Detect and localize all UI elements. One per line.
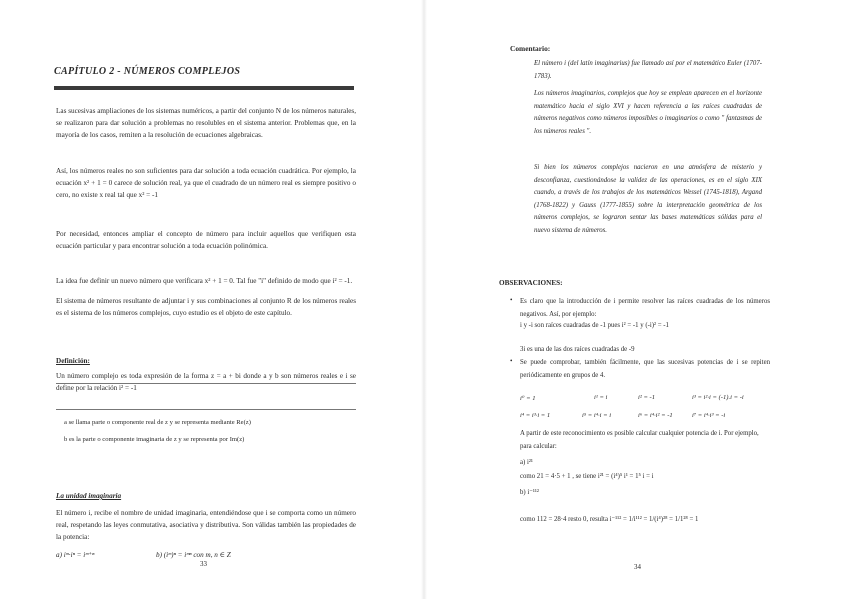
definition-line — [56, 383, 356, 384]
intro-paragraph: Las sucesivas ampliaciones de los sistemas numéricos, a partir del conjunto N de los números naturales, se realizaron para dar solución a problemas no resolubles en el sistema anterior. Problemas que, en la mayoría de los casos, remiten a la resolución de ecuaciones algebraicas. — [56, 107, 356, 139]
right-page — [424, 0, 848, 599]
formula-a: a) iᵐ·iⁿ = iᵐ⁺ⁿ — [56, 551, 95, 559]
observation-1: Es claro que la introducción de i permite resolver las raíces cuadradas de los números negativos. Así, por ejemplo: — [520, 298, 770, 318]
observation-1-example-2: 3i es una de las dos raíces cuadradas de -9 — [520, 346, 635, 353]
page-number-right: 34 — [634, 563, 641, 571]
example-b-solution: como 112 = 28·4 resto 0, resulta i⁻¹¹² = 1/i¹¹² = 1/(i⁴)²⁸ = 1/1²⁸ = 1 — [520, 516, 699, 523]
title-rule — [54, 86, 354, 90]
paragraph-system: El sistema de números resultante de adjuntar i y sus combinaciones al conjunto R de los números reales es el sistema de los números complejos, cuyo estudio es el objeto de este capítulo. — [56, 297, 356, 317]
observations-heading: OBSERVACIONES: — [499, 279, 563, 287]
power-0: i⁰ = 1 — [520, 395, 536, 402]
bullet-real-part: a se llama parte o componente real de z y se representa mediante Re(z) — [64, 419, 251, 426]
definition-heading: Definición: — [56, 357, 90, 365]
power-3: i³ = i²·i = (-1).i = -i — [692, 394, 744, 401]
bullet-imaginary-part: b es la parte o componente imaginaria de z y se representa por Im(z) — [64, 436, 245, 443]
paragraph-idea: La idea fue definir un nuevo número que verificara x² + 1 = 0. Tal fue "i" definido de modo que i² = -1. — [56, 277, 353, 285]
comment-heading: Comentario: — [510, 44, 551, 53]
comment-euler: El número i (del latín imaginarius) fue llamado así por el matemático Euler (1707-1783). — [534, 60, 762, 80]
paragraph-necessity: Por necesidad, entonces ampliar el concepto de número para incluir aquellos que verifiquen esta ecuación particular y para encontrar solución a toda ecuación polinómica. — [56, 230, 356, 250]
definition-box-line — [56, 409, 356, 410]
power-4: i⁴ = i³·i = 1 — [520, 412, 551, 419]
example-a-solution: como 21 = 4·5 + 1 , se tiene i²¹ = (i⁴)⁵ i¹ = 1⁵ i = i — [520, 473, 654, 480]
example-b: b) i⁻¹¹² — [520, 489, 539, 496]
bullet-icon: • — [510, 357, 513, 365]
power-6: i⁶ = i⁴·i² = -1 — [638, 412, 673, 419]
power-2: i² = -1 — [638, 394, 656, 401]
chapter-title: CAPÍTULO 2 - NÚMEROS COMPLEJOS — [54, 66, 241, 77]
observation-3: A partir de este reconocimiento es posible calcular cualquier potencia de i. Por ejemplo, para calcular: — [520, 430, 759, 450]
power-1: i¹ = i — [594, 394, 608, 401]
power-7: i⁷ = i⁴·i³ = -i — [692, 412, 726, 419]
comment-mathematicians: Si bien los números complejos nacieron en una atmósfera de misterio y desconfianza, cuestionándose la validez de las operaciones, es en el siglo XIX cuando, a través de los trabajos de los matemáticos Wessel (1745-1818), Argand (1768-1822) y Gauss (1777-1855) sobre la interpretación geométrica de los números complejos, se lograron sentar las bases matemáticas sólidas para el nuevo sistema de números. — [534, 164, 762, 234]
paragraph-quadratic: Así, los números reales no son suficientes para dar solución a toda ecuación cuadrática. Por ejemplo, la ecuación x² + 1 = 0 carece de solución real, ya que el cuadrado de un número real es siempre positivo o cero, no existe x real tal que x² = -1 — [56, 167, 356, 199]
page-number-left: 33 — [200, 560, 207, 568]
example-a: a) i²¹ — [520, 459, 533, 466]
definition-text: Un número complejo es toda expresión de la forma z = a + bi donde a y b son números reales e i se define por la relación i² = -1 — [56, 372, 356, 392]
paragraph-unit: El número i, recibe el nombre de unidad imaginaria, entendiéndose que i se comporta como un número real, respetando las leyes conmutativa, asociativa y distributiva. Son válidas también las propiedades de la potencia: — [56, 509, 356, 541]
subtitle-imaginary-unit: La unidad imaginaria — [56, 492, 122, 500]
comment-history: Los números imaginarios, complejos que hoy se emplean aparecen en el horizonte matemático hacia el siglo XVI y hacen referencia a las raíces cuadradas de números negativos como números imposibles o imaginarios o como " fantasmas de los números reales ". — [534, 90, 762, 135]
observation-2: Se puede comprobar, también fácilmente, que las sucesivas potencias de i se repiten periódicamente en grupos de 4. — [520, 359, 770, 379]
power-5: i⁵ = i⁴·i = i — [582, 412, 612, 419]
observation-1-example: i y -i son raíces cuadradas de -1 pues i² = -1 y (-i)² = -1 — [520, 322, 669, 329]
bullet-icon: • — [510, 296, 513, 304]
formula-b: b) (iᵐ)ⁿ = iᵐⁿ con m, n ∈ Z — [156, 551, 231, 559]
